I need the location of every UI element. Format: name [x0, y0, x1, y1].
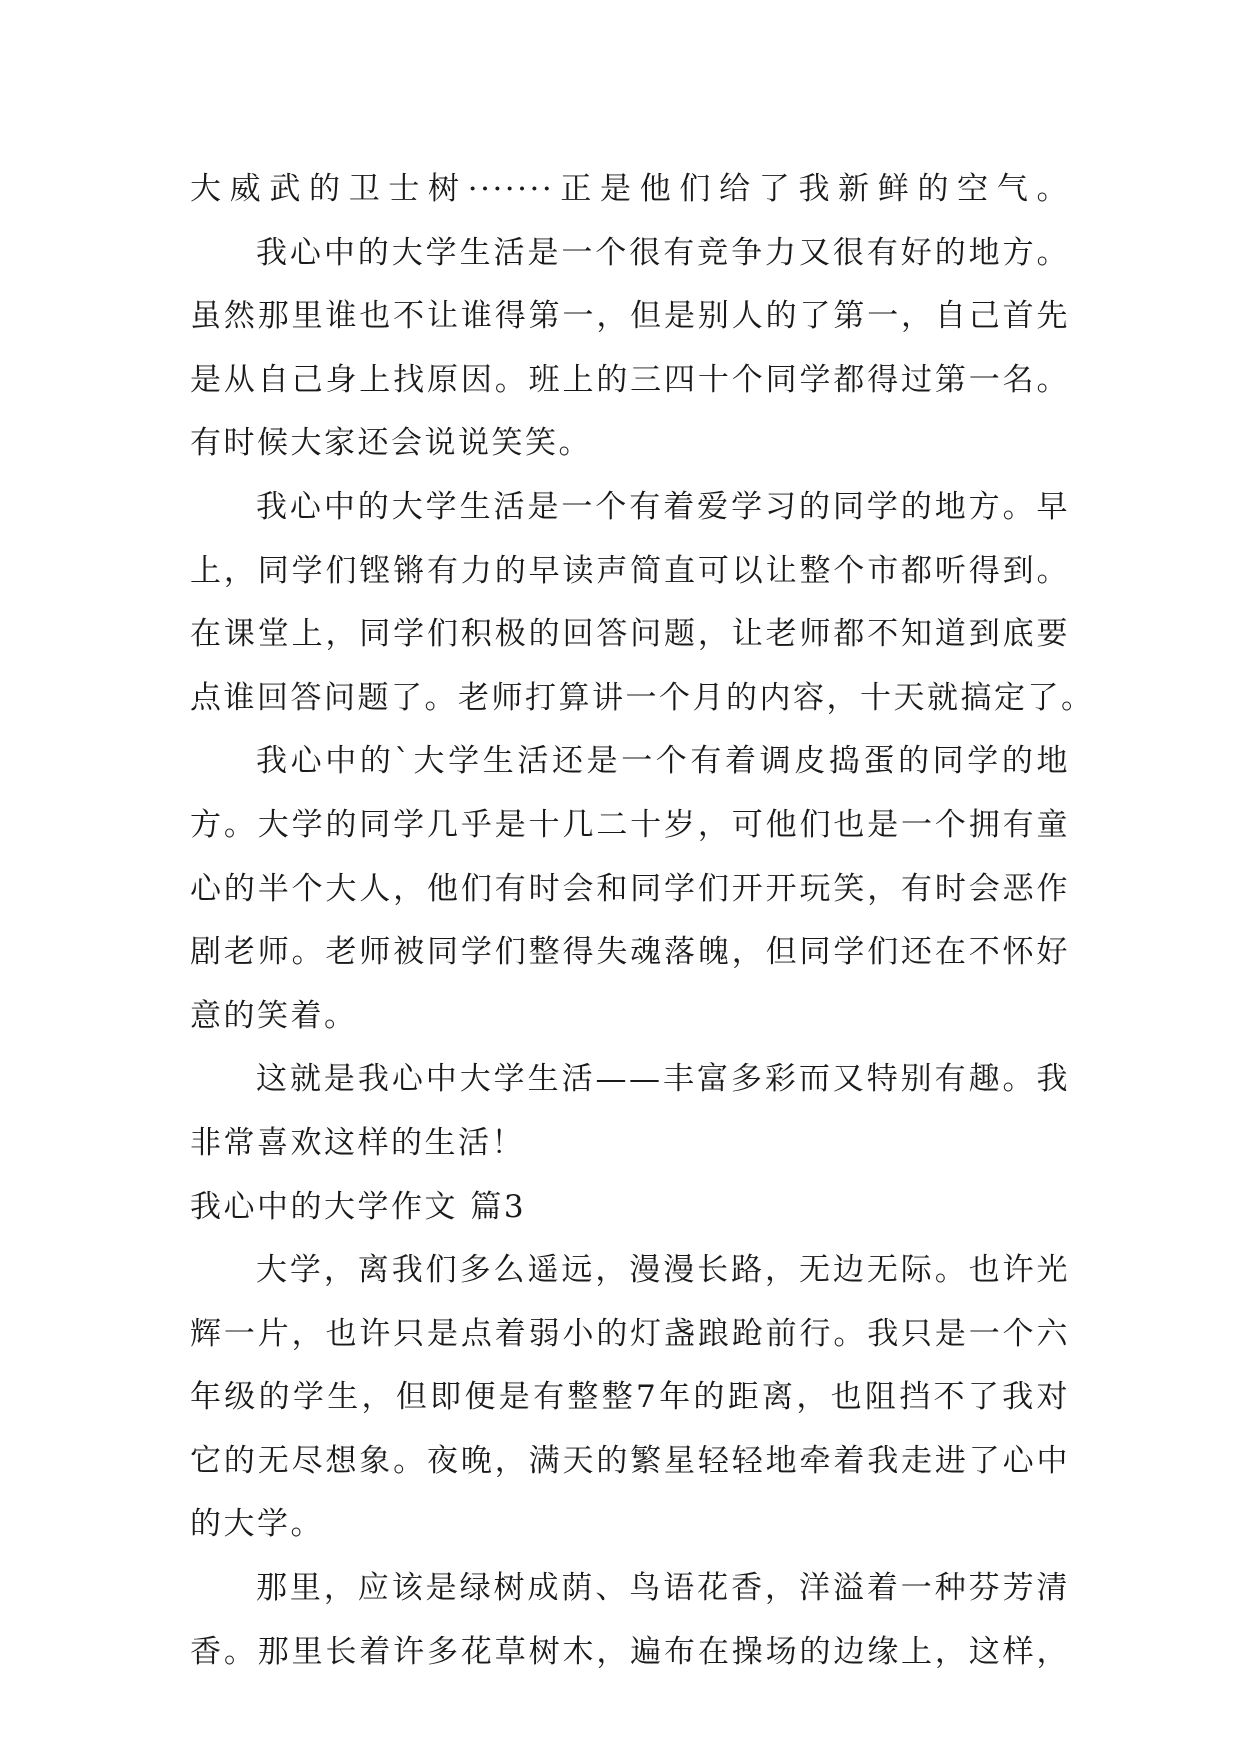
- text-line: 我心中的大学生活是一个很有竞争力又很有好的地方。: [256, 234, 1070, 271]
- text-line: 是从自己身上找原因。班上的三四十个同学都得过第一名。: [190, 361, 1070, 398]
- text-line: 心的半个大人，他们有时会和同学们开开玩笑，有时会恶作: [190, 870, 1070, 907]
- document-body: [190, 158, 1095, 1684]
- text-line: 点谁回答问题了。老师打算讲一个月的内容，十天就搞定了。: [190, 679, 1095, 716]
- section-heading: 我心中的大学作文 篇3: [190, 1188, 527, 1225]
- text-line: 虽然那里谁也不让谁得第一，但是别人的了第一，自己首先: [190, 298, 1070, 335]
- text-line: 辉一片，也许只是点着弱小的灯盏踉跄前行。我只是一个六: [190, 1315, 1070, 1352]
- text-line: 非常喜欢这样的生活！: [190, 1124, 525, 1161]
- text-line: 它的无尽想象。夜晚，满天的繁星轻轻地牵着我走进了心中: [190, 1442, 1070, 1479]
- text-line: 大学，离我们多么遥远，漫漫长路，无边无际。也许光: [256, 1252, 1070, 1289]
- text-line: 年级的学生，但即便是有整整7年的距离，也阻挡不了我对: [190, 1379, 1070, 1416]
- text-line: 这就是我心中大学生活——丰富多彩而又特别有趣。我: [256, 1061, 1070, 1098]
- text-line: 在课堂上，同学们积极的回答问题，让老师都不知道到底要: [190, 616, 1070, 653]
- text-line: 大威武的卫士树·······正是他们给了我新鲜的空气。: [190, 171, 1070, 207]
- text-line: 香。那里长着许多花草树木，遍布在操场的边缘上，这样，: [190, 1633, 1070, 1670]
- text-line: 有时候大家还会说说笑笑。: [190, 425, 592, 462]
- text-line: 那里，应该是绿树成荫、鸟语花香，洋溢着一种芬芳清: [256, 1570, 1070, 1607]
- text-line: 方。大学的同学几乎是十几二十岁，可他们也是一个拥有童: [190, 806, 1070, 843]
- text-line: 的大学。: [190, 1506, 324, 1543]
- text-line: 剧老师。老师被同学们整得失魂落魄，但同学们还在不怀好: [190, 934, 1070, 971]
- text-line: 我心中的`大学生活还是一个有着调皮捣蛋的同学的地: [256, 743, 1070, 780]
- text-line: 我心中的大学生活是一个有着爱学习的同学的地方。早: [256, 488, 1070, 525]
- text-line: 上，同学们铿锵有力的早读声简直可以让整个市都听得到。: [190, 552, 1070, 589]
- text-line: 意的笑着。: [190, 997, 358, 1034]
